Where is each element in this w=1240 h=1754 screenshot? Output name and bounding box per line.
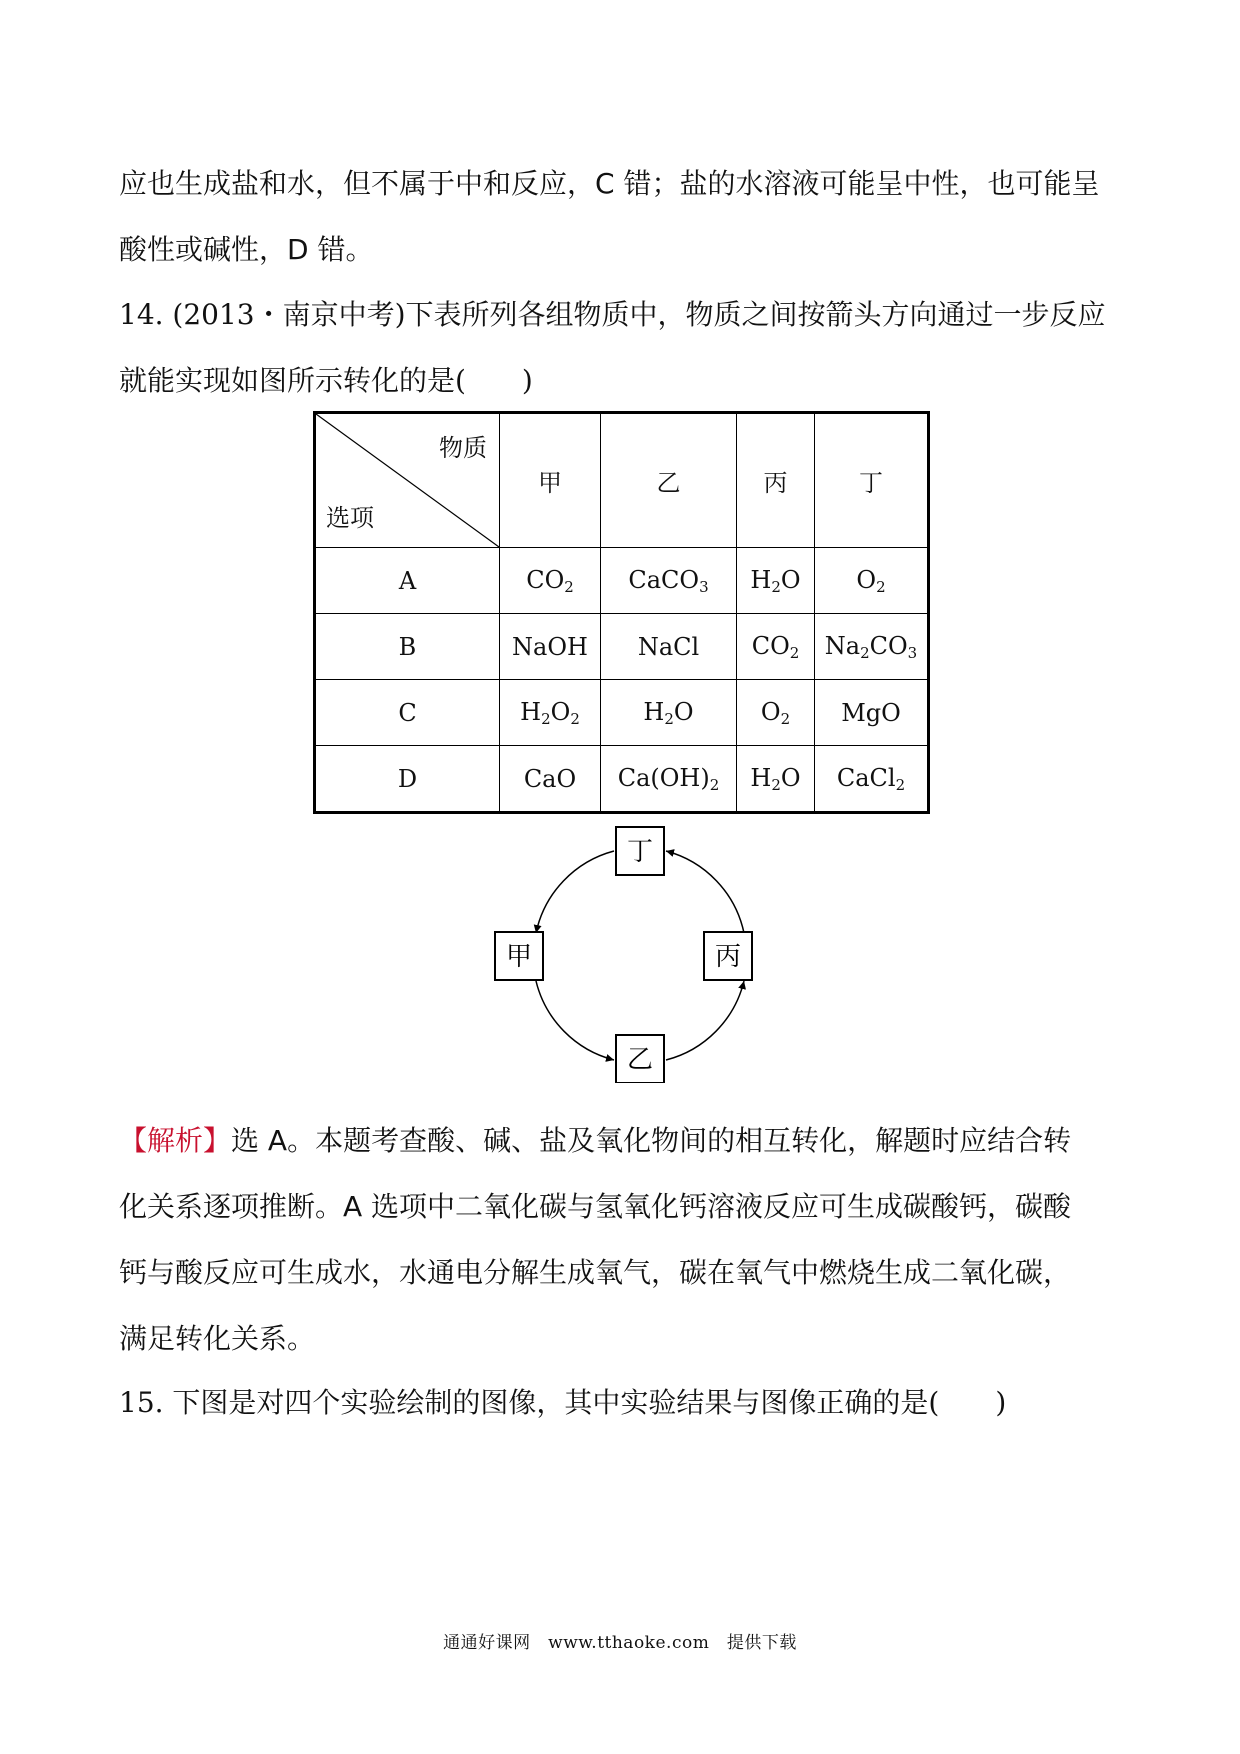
table-header-row xyxy=(315,413,929,548)
svg-text:丙: 丙 xyxy=(714,942,742,972)
text-line: 酸性或碱性，D 错。 xyxy=(119,233,374,266)
column-header: 乙 xyxy=(601,413,737,548)
table-row xyxy=(315,680,929,746)
formula-cell: MgO xyxy=(815,680,929,746)
formula-cell: $Ca(OH)_2$ xyxy=(601,746,737,813)
column-header: 丙 xyxy=(737,413,815,548)
option-label: D xyxy=(315,746,500,813)
text-line: 15. 下图是对四个实验绘制的图像，其中实验结果与图像正确的是( ) xyxy=(119,1386,1007,1419)
corner-cell xyxy=(315,413,500,548)
options-table xyxy=(313,411,930,814)
formula-cell: $Na_2CO_3$ xyxy=(815,614,929,680)
text-line: 化关系逐项推断。A 选项中二氧化碳与氢氧化钙溶液反应可生成碳酸钙，碳酸 xyxy=(119,1190,1072,1223)
analysis-tag: 【解析】 xyxy=(119,1124,232,1157)
formula-cell: CaO xyxy=(500,746,601,813)
svg-text:丁: 丁 xyxy=(626,837,654,867)
node-jia xyxy=(495,932,543,980)
column-header: 甲 xyxy=(500,413,601,548)
svg-text:甲: 甲 xyxy=(505,942,533,972)
text-line: 钙与酸反应可生成水，水通电分解生成氧气，碳在氧气中燃烧生成二氧化碳， xyxy=(119,1256,1072,1289)
arrow-bing-to-ding xyxy=(666,851,744,933)
formula-cell: $H_2O$ xyxy=(601,680,737,746)
question-14 xyxy=(119,282,1129,414)
formula-cell: CaCO$_3$ xyxy=(601,548,737,614)
formula-cell: $O_2$ xyxy=(815,548,929,614)
formula-cell: $CO_2$ xyxy=(737,614,815,680)
question-15 xyxy=(119,1370,1129,1436)
svg-text:乙: 乙 xyxy=(626,1045,654,1075)
continuation-paragraph xyxy=(119,151,1129,283)
formula-cell: NaOH xyxy=(500,614,601,680)
formula-cell: $H_2O$ xyxy=(737,548,815,614)
text-line: 应也生成盐和水，但不属于中和反应，C 错；盐的水溶液可能呈中性，也可能呈 xyxy=(119,167,1100,200)
corner-label-substance: 物质 xyxy=(439,434,487,462)
column-header: 丁 xyxy=(815,413,929,548)
option-label: A xyxy=(315,548,500,614)
table-row xyxy=(315,746,929,813)
table-row xyxy=(315,548,929,614)
formula-cell: $CO_2$ xyxy=(500,548,601,614)
formula-cell: CaCl$_2$ xyxy=(815,746,929,813)
text-line: 14. (2013・南京中考)下表所列各组物质中，物质之间按箭头方向通过一步反应 xyxy=(119,298,1106,331)
analysis-paragraph xyxy=(119,1108,1129,1372)
node-bing xyxy=(704,932,752,980)
arrow-yi-to-bing xyxy=(666,981,744,1060)
text-line: 满足转化关系。 xyxy=(119,1322,316,1355)
formula-cell: $H_2O$ xyxy=(737,746,815,813)
formula-cell: $O_2$ xyxy=(737,680,815,746)
option-label: C xyxy=(315,680,500,746)
text-line: 就能实现如图所示转化的是( ) xyxy=(119,364,533,397)
formula-cell: $H_2O_2$ xyxy=(500,680,601,746)
option-label: B xyxy=(315,614,500,680)
page-footer: 通通好课网 www.tthaoke.com 提供下载 xyxy=(443,1633,797,1653)
arrow-jia-to-yi xyxy=(536,981,614,1060)
text-line: 【解析】选 A。本题考查酸、碱、盐及氧化物间的相互转化，解题时应结合转 xyxy=(119,1124,1072,1157)
arrow-ding-to-jia xyxy=(536,851,614,933)
node-ding xyxy=(616,827,664,875)
formula-cell: NaCl xyxy=(601,614,737,680)
node-yi xyxy=(616,1035,664,1083)
corner-label-option: 选项 xyxy=(326,504,374,532)
transformation-cycle-diagram xyxy=(490,823,770,1083)
table-row xyxy=(315,614,929,680)
